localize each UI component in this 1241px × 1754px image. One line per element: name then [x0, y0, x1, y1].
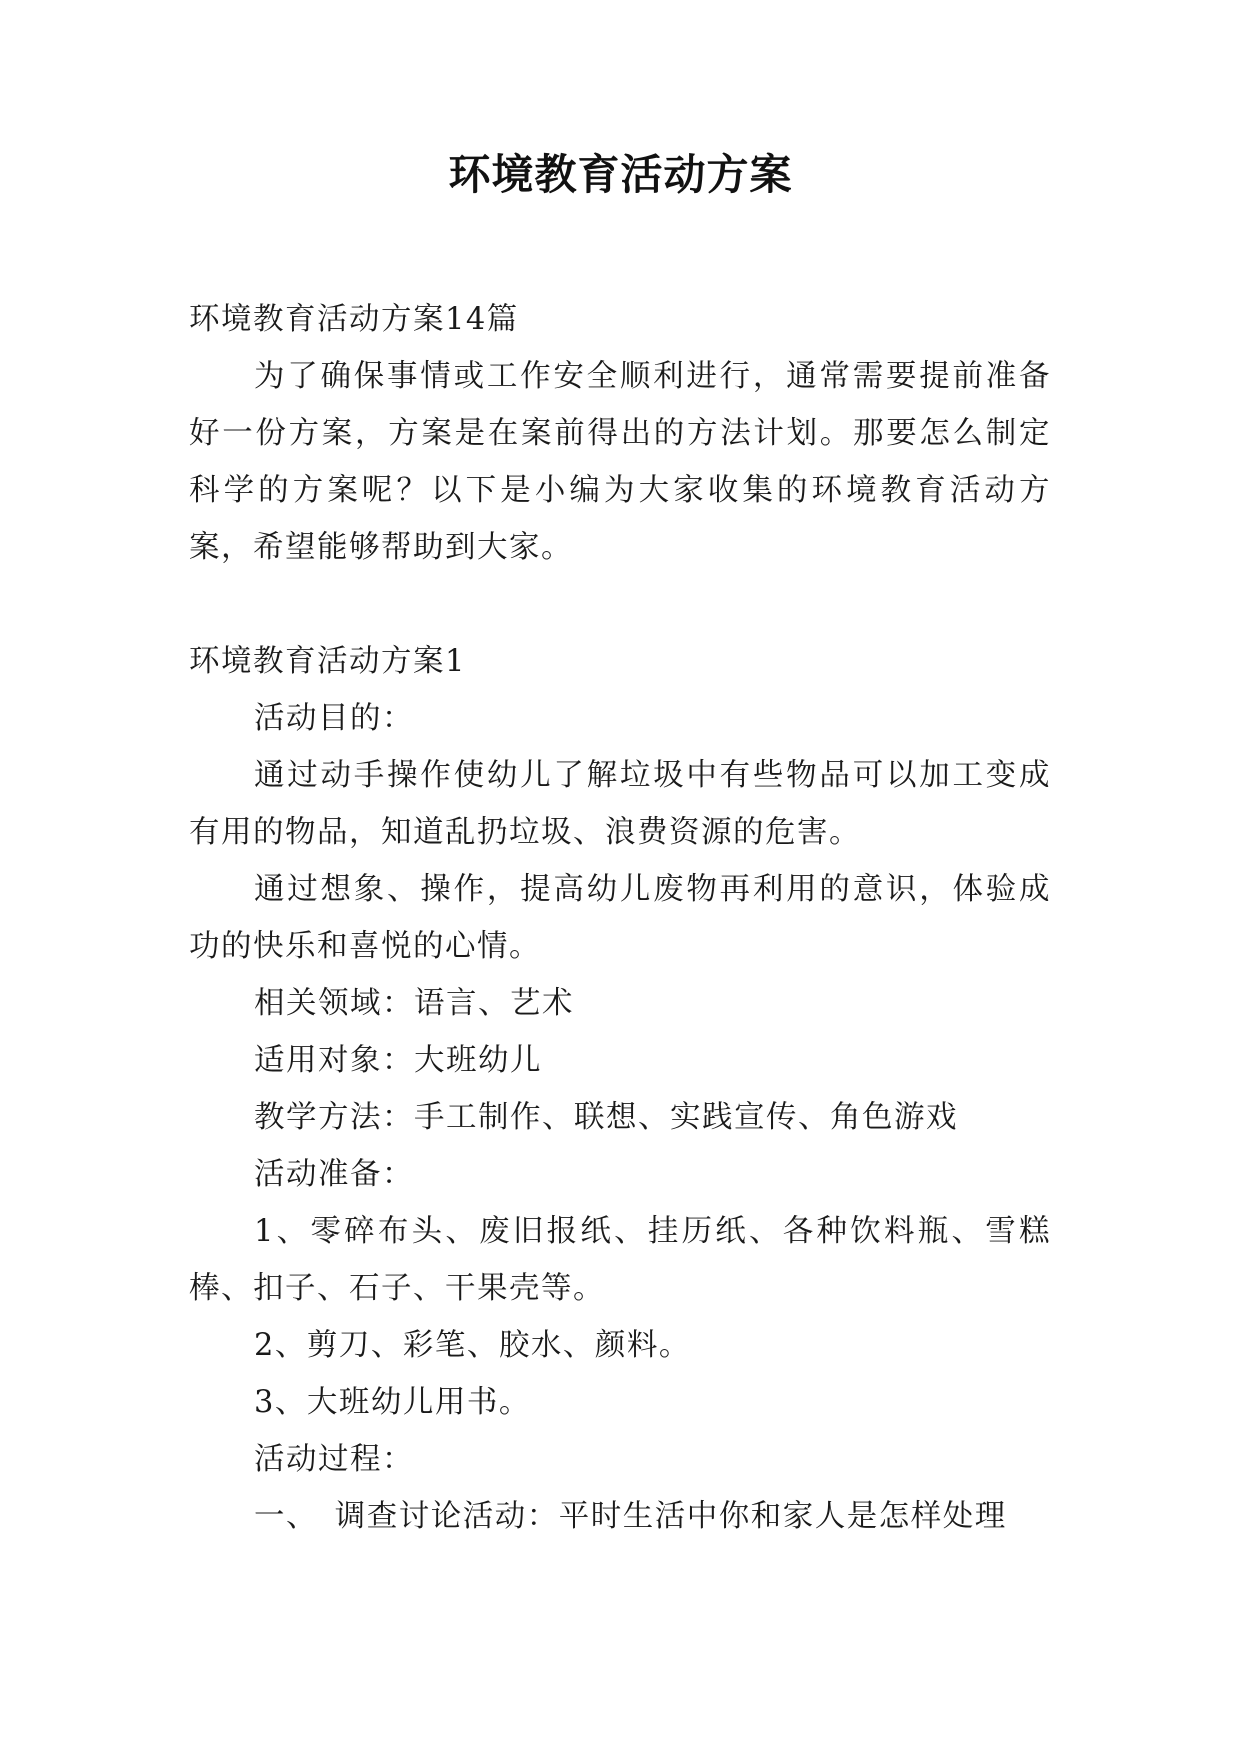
domain-line: 相关领域：语言、艺术: [254, 986, 574, 1021]
goal-item-1: 通过动手操作使幼儿了解垃圾中有些物品可以加工变成有用的物品，知道乱扔垃圾、浪费资源的危害。: [189, 758, 1051, 850]
goal-label: 活动目的：: [254, 701, 414, 736]
document-body: [189, 291, 1051, 1545]
process-label: 活动过程：: [254, 1442, 414, 1477]
prep-item-2: 2、剪刀、彩笔、胶水、颜料。: [254, 1328, 691, 1363]
document-title: 环境教育活动方案: [448, 150, 793, 199]
intro-paragraph: 为了确保事情或工作安全顺利进行，通常需要提前准备好一份方案，方案是在案前得出的方法计划。那要怎么制定科学的方案呢？以下是小编为大家收集的环境教育活动方案，希望能够帮助到大家。: [189, 359, 1051, 565]
prep-item-1: 1、零碎布头、废旧报纸、挂历纸、各种饮料瓶、雪糕棒、扣子、石子、干果壳等。: [189, 1214, 1051, 1306]
target-line: 适用对象：大班幼儿: [254, 1043, 542, 1078]
method-line: 教学方法：手工制作、联想、实践宣传、角色游戏: [254, 1100, 958, 1135]
document-subtitle: 环境教育活动方案14篇: [189, 302, 519, 337]
paragraph-spacer: [189, 576, 1051, 633]
prep-label: 活动准备：: [254, 1157, 414, 1192]
process-item-1: 一、 调查讨论活动：平时生活中你和家人是怎样处理: [254, 1499, 1007, 1534]
goal-item-2: 通过想象、操作，提高幼儿废物再利用的意识，体验成功的快乐和喜悦的心情。: [189, 872, 1051, 964]
prep-item-3: 3、大班幼儿用书。: [254, 1385, 531, 1420]
section-heading: 环境教育活动方案1: [189, 644, 466, 679]
